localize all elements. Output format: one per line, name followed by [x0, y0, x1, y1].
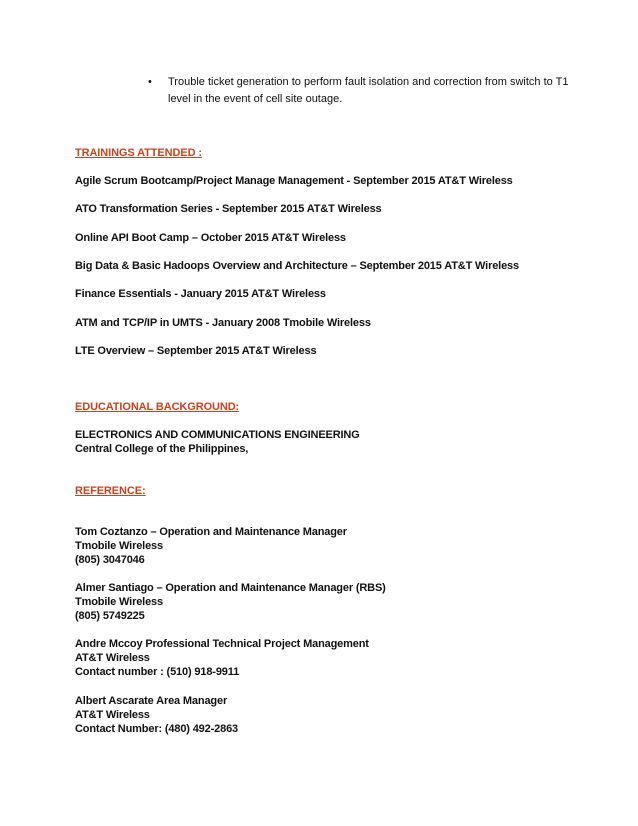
training-item: Big Data & Basic Hadoops Overview and Architecture – September 2015 AT&T Wireless — [75, 260, 519, 272]
reference-company: AT&T Wireless — [75, 709, 150, 721]
reference-phone: (805) 5749225 — [75, 610, 145, 622]
trainings-heading: TRAININGS ATTENDED : — [75, 147, 202, 159]
training-item: Agile Scrum Bootcamp/Project Manage Management - September 2015 AT&T Wireless — [75, 175, 513, 187]
education-school: Central College of the Philippines, — [75, 443, 249, 455]
education-degree: ELECTRONICS AND COMMUNICATIONS ENGINEERING — [75, 429, 360, 441]
reference-name: Andre Mccoy Professional Technical Project Management — [75, 638, 369, 650]
reference-name: Albert Ascarate Area Manager — [75, 695, 228, 707]
reference-company: AT&T Wireless — [75, 652, 150, 664]
reference-name: Tom Coztanzo – Operation and Maintenance Manager — [75, 526, 347, 538]
reference-name: Almer Santiago – Operation and Maintenance Manager (RBS) — [75, 582, 386, 594]
bullet-text: Trouble ticket generation to perform fault isolation and correction from switch to T1 level in the event of cell site outage. — [168, 76, 569, 105]
bullet-icon: • — [148, 76, 152, 88]
training-item: ATO Transformation Series - September 2015 AT&T Wireless — [75, 203, 382, 215]
reference-phone: Contact number : (510) 918-9911 — [75, 666, 240, 678]
training-item: Finance Essentials - January 2015 AT&T Wireless — [75, 288, 326, 300]
reference-phone: Contact Number: (480) 492-2863 — [75, 723, 239, 735]
training-item: ATM and TCP/IP in UMTS - January 2008 Tmobile Wireless — [75, 317, 371, 329]
reference-company: Tmobile Wireless — [75, 596, 163, 608]
bullet-item — [148, 74, 578, 108]
education-heading: EDUCATIONAL BACKGROUND: — [75, 401, 240, 413]
reference-company: Tmobile Wireless — [75, 540, 163, 552]
reference-heading: REFERENCE: — [75, 485, 146, 497]
reference-phone: (805) 3047046 — [75, 554, 145, 566]
training-item: Online API Boot Camp – October 2015 AT&T Wireless — [75, 232, 346, 244]
training-item: LTE Overview – September 2015 AT&T Wireless — [75, 345, 317, 357]
